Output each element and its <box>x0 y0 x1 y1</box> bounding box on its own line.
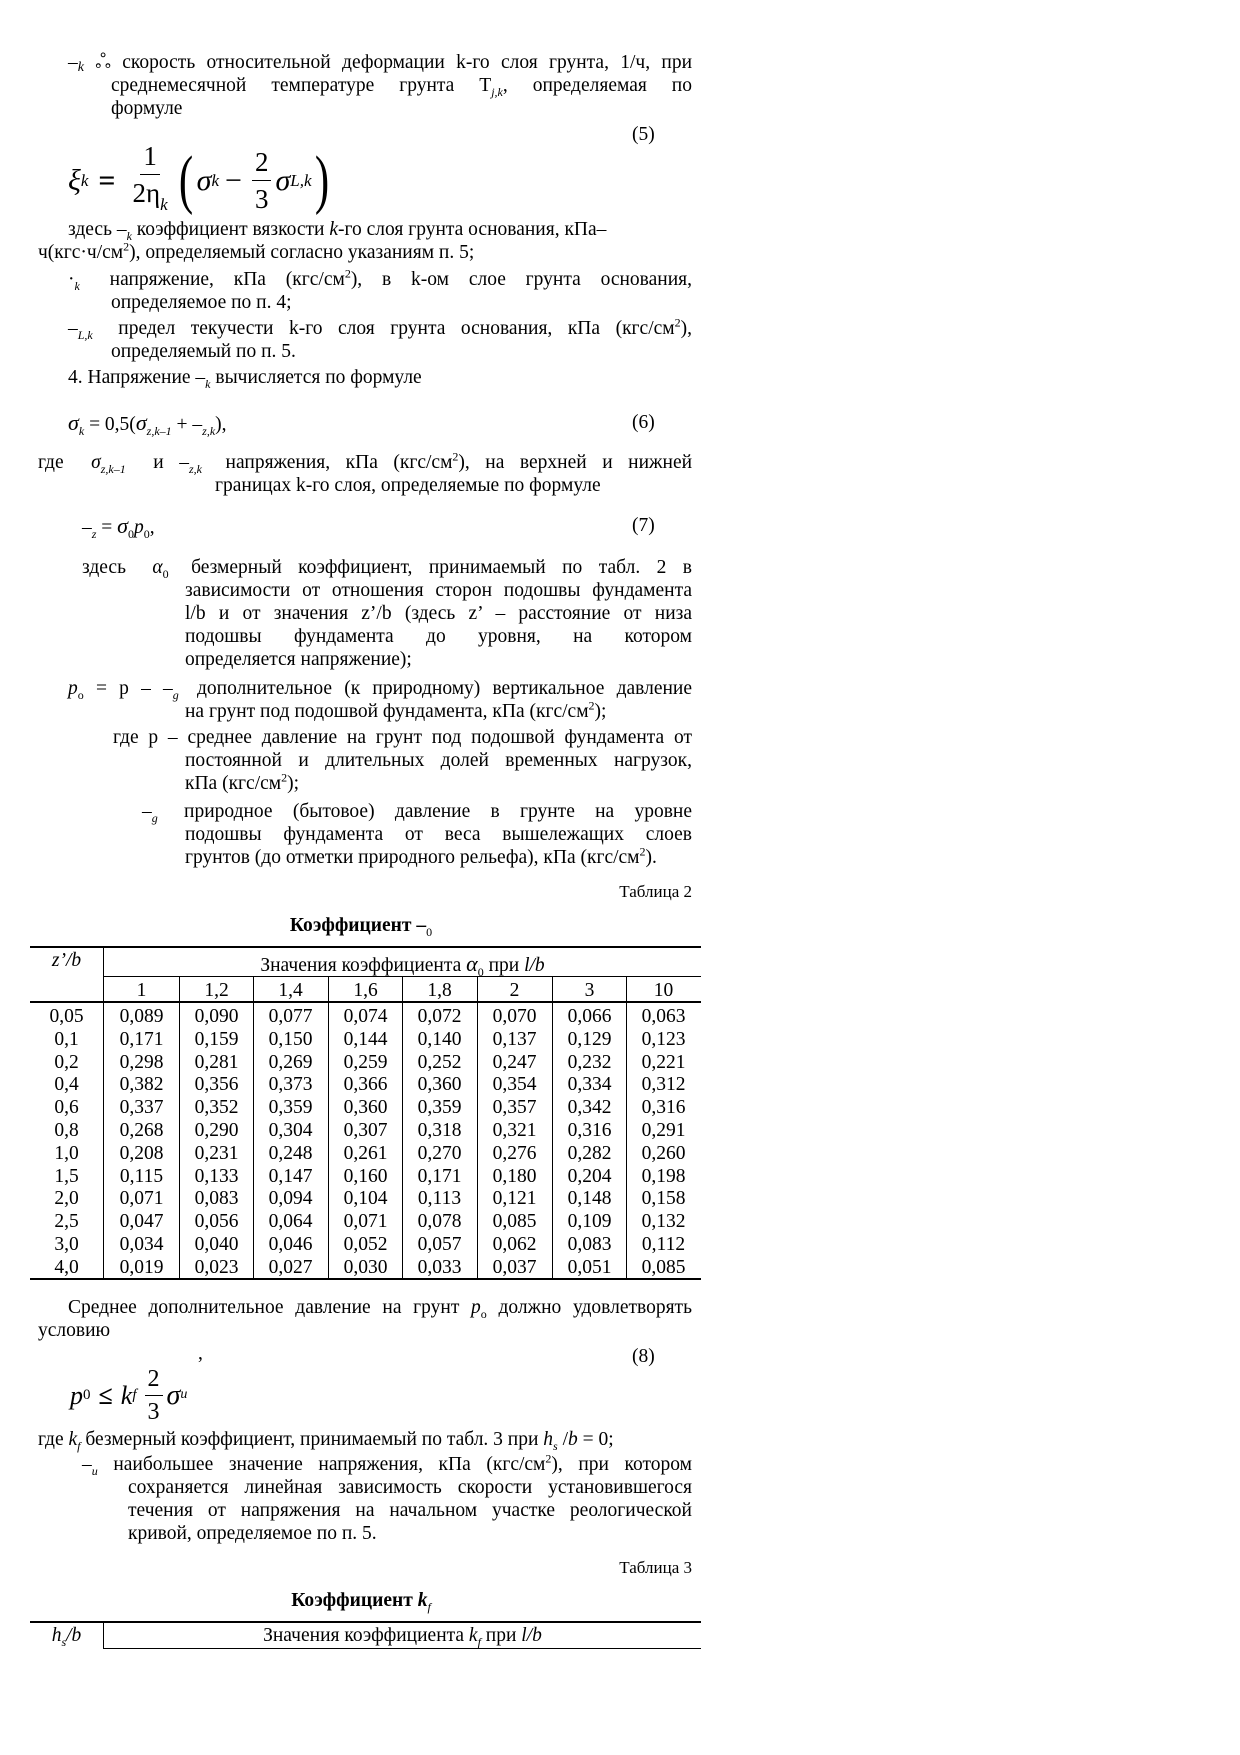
table2-row-header: 3,0 <box>54 1234 79 1255</box>
table2-cell: 0,123 <box>641 1029 686 1050</box>
table2-cell: 0,352 <box>194 1097 239 1118</box>
table2-cell: 0,247 <box>492 1052 537 1073</box>
table2-group-header: Значения коэффициента $\alpha_0$ при l/b <box>260 951 545 979</box>
table2-cell: 0,113 <box>417 1188 462 1209</box>
table2-cell: 0,056 <box>194 1211 239 1232</box>
table2-cell: 0,115 <box>119 1166 164 1187</box>
table2-cell: 0,023 <box>194 1257 239 1278</box>
strain-rate-line1: скорость относительной деформации k-го слоя грунта, 1/ч, при <box>122 52 693 73</box>
para-alpha0-line1: здесь $\alpha_0$ безмерный коэффициент, принимаемый по табл. 2 в <box>82 557 692 581</box>
table2-cell: 0,290 <box>194 1120 239 1141</box>
xi-symbol: –k <box>68 52 84 75</box>
para-sigma-u-line4: кривой, определяемое по п. 5. <box>128 1523 377 1544</box>
table2-cell: 0,150 <box>268 1029 313 1050</box>
table3-col0-header: $h_s/b$ <box>51 1625 82 1649</box>
table2-cell: 0,066 <box>567 1006 612 1027</box>
table2-cell: 0,090 <box>194 1006 239 1027</box>
formula-8: p 0 ≤ k f $\frac{2}{3}$ σ u <box>70 1365 188 1425</box>
table2-cell: 0,342 <box>567 1097 612 1118</box>
table2-cell: 0,269 <box>268 1052 313 1073</box>
table2-cell: 0,208 <box>119 1143 164 1164</box>
eq-number-5: (5) <box>632 124 655 145</box>
table2-cell: 0,083 <box>194 1188 239 1209</box>
table2-cell: 0,366 <box>343 1074 388 1095</box>
table2-cell: 0,261 <box>343 1143 388 1164</box>
table2-col-header: 1,6 <box>353 980 378 1001</box>
para-sigma-g: $-_g$ природное (бытовое) давление в грунте на уровне <box>142 801 692 825</box>
table2-cell: 0,144 <box>343 1029 388 1050</box>
table2-cell: 0,033 <box>417 1257 462 1278</box>
para-p-line2: постоянной и длительных долей временных нагрузок, <box>185 750 692 771</box>
table2-cell: 0,180 <box>492 1166 537 1187</box>
table2-cell: 0,063 <box>641 1006 686 1027</box>
para-alpha0-line3: l/b и от значения z’/b (здесь z’ – расстояние от низа <box>185 603 692 624</box>
table2-top-rule <box>30 946 701 948</box>
table2-row-header: 0,2 <box>54 1052 79 1073</box>
fraction-2-over-3-f8: $\frac{2}{3}$ <box>145 1365 163 1426</box>
table2-cell: 0,046 <box>268 1234 313 1255</box>
table2-row-header: 0,05 <box>49 1006 84 1027</box>
table2-cell: 0,252 <box>417 1052 462 1073</box>
eq-number-6: (6) <box>632 412 655 433</box>
table2-cell: 0,057 <box>417 1234 462 1255</box>
table2-cell: 0,085 <box>641 1257 686 1278</box>
table2-cell: 0,078 <box>417 1211 462 1232</box>
table2-row-header: 0,6 <box>54 1097 79 1118</box>
table2-cell: 0,382 <box>119 1074 164 1095</box>
table2-cell: 0,083 <box>567 1234 612 1255</box>
table2-row-header: 1,5 <box>54 1166 79 1187</box>
fraction-2-over-3: $\frac{2}{3}$ <box>252 146 272 215</box>
table3-top-rule <box>30 1621 701 1623</box>
table2-cell: 0,248 <box>268 1143 313 1164</box>
table2-cell: 0,034 <box>119 1234 164 1255</box>
para-mean-pressure-line2: условию <box>38 1320 111 1341</box>
table2-cell: 0,104 <box>343 1188 388 1209</box>
table2-cell: 0,312 <box>641 1074 686 1095</box>
para-p0-line2: на грунт под подошвой фундамента, кПа $(кгс/см^2)$; <box>185 698 607 722</box>
para-sigma-u: $-_u$ наибольшее значение напряжения, кПа $(кгс/см^2)$, при котором <box>82 1451 693 1478</box>
table2-row-header: 2,0 <box>54 1188 79 1209</box>
table2-cell: 0,089 <box>119 1006 164 1027</box>
table2-row-header: 2,5 <box>54 1211 79 1232</box>
table2-cell: 0,307 <box>343 1120 388 1141</box>
table2-cell: 0,316 <box>567 1120 612 1141</box>
table2-cell: 0,318 <box>417 1120 462 1141</box>
table2-cell: 0,062 <box>492 1234 537 1255</box>
table2-cell: 0,231 <box>194 1143 239 1164</box>
table2-col-header: 10 <box>653 980 674 1001</box>
para-4: 4. Напряжение $-_k$ вычисляется по формуле <box>68 367 422 391</box>
table3-label: Таблица 3 <box>619 1558 692 1577</box>
para-stress-k-line2: определяемое по п. 4; <box>111 292 292 313</box>
table2-cell: 0,232 <box>567 1052 612 1073</box>
para-where-6-line2: границах k-го слоя, определяемые по формуле <box>215 475 601 496</box>
para-p0: $p_o = p - -_g$ дополнительное (к природному) вертикальное давление <box>68 678 693 702</box>
para-sigma-u-line2: сохраняется линейная зависимость скорости установившегося <box>128 1477 692 1498</box>
table2-cell: 0,198 <box>641 1166 686 1187</box>
para-yield-limit-line2: определяемый по п. 5. <box>111 341 296 362</box>
para-sigma-u-line3: течения от напряжения на начальном участке реологической <box>128 1500 692 1521</box>
table2-cell: 0,270 <box>417 1143 462 1164</box>
table2-cell: 0,316 <box>641 1097 686 1118</box>
table2-cell: 0,027 <box>268 1257 313 1278</box>
table2-cell: 0,109 <box>567 1211 612 1232</box>
table2-cell: 0,047 <box>119 1211 164 1232</box>
table2-cell: 0,148 <box>567 1188 612 1209</box>
table2-title: Коэффициент $-_0$ <box>289 915 433 939</box>
para-mean-pressure: Среднее дополнительное давление на грунт $p_o$ должно удовлетворять <box>68 1297 692 1321</box>
table2-cell: 0,074 <box>343 1006 388 1027</box>
table2-cell: 0,072 <box>417 1006 462 1027</box>
table2-label: Таблица 2 <box>619 882 692 901</box>
table2-cell: 0,321 <box>492 1120 537 1141</box>
eq-number-8: (8) <box>632 1346 655 1367</box>
glyph-icon: ஃ <box>95 51 111 73</box>
formula-8-comma: , <box>198 1343 203 1364</box>
para-where-6: где $\sigma_{z,k-1}$ и $-_{z,k}$ напряжения, кПа $(кгс/см^2)$, на верхней и нижней <box>38 449 693 476</box>
table2-cell: 0,064 <box>268 1211 313 1232</box>
table2-cell: 0,159 <box>194 1029 239 1050</box>
table2-cell: 0,360 <box>417 1074 462 1095</box>
table2-col-header: 1,4 <box>278 980 303 1001</box>
para-p-line3: кПа $(кгс/см^2)$; <box>185 770 300 794</box>
table2-cell: 0,259 <box>343 1052 388 1073</box>
table2-row-header: 0,4 <box>54 1074 79 1095</box>
strain-rate-line3: формуле <box>111 98 183 119</box>
para-alpha0-line2: зависимости от отношения сторон подошвы фундамента <box>185 580 692 601</box>
table2-row-header: 1,0 <box>54 1143 79 1164</box>
table2-cell: 0,337 <box>119 1097 164 1118</box>
table2-cell: 0,019 <box>119 1257 164 1278</box>
table2-cell: 0,158 <box>641 1188 686 1209</box>
table2-cell: 0,291 <box>641 1120 686 1141</box>
para-sigma-g-line3: грунтов (до отметки природного рельефа), кПа $(кгс/см^2)$. <box>185 844 657 868</box>
table2-cell: 0,132 <box>641 1211 686 1232</box>
para-sigma-g-line2: подошвы фундамента от веса вышележащих слоев <box>185 824 692 845</box>
table2-row-header: 4,0 <box>54 1257 79 1278</box>
table2-cell: 0,040 <box>194 1234 239 1255</box>
table2-row-header: 0,1 <box>54 1029 79 1050</box>
para-viscosity-line2: $ч(кгс\cdot ч/см^2)$, определяемый согласно указаниям п. 5; <box>38 239 475 263</box>
table2-cell: 0,030 <box>343 1257 388 1278</box>
table2-cell: 0,171 <box>119 1029 164 1050</box>
table2-cell: 0,071 <box>119 1188 164 1209</box>
formula-5: ξ k = $\frac{1}{2\eta_k}$ ( σ k − $\frac{2}{3}$ σ L,k ) <box>68 140 333 220</box>
para-p: где p – среднее давление на грунт под подошвой фундамента от <box>113 727 692 748</box>
para-viscosity-line1: здесь $-_k$ коэффициент вязкости k-го слоя грунта основания, кПа– <box>68 219 607 243</box>
fraction-1-over-2eta: $\frac{1}{2\eta_k}$ <box>132 140 168 214</box>
table2-cell: 0,281 <box>194 1052 239 1073</box>
table2-col-header: 1 <box>136 980 147 1001</box>
table3-group-header: Значения коэффициента $k_f$ при l/b <box>263 1625 542 1649</box>
table2-cell: 0,268 <box>119 1120 164 1141</box>
table2-cell: 0,037 <box>492 1257 537 1278</box>
table2-cell: 0,357 <box>492 1097 537 1118</box>
eq-number-7: (7) <box>632 515 655 536</box>
table2-cell: 0,112 <box>641 1234 686 1255</box>
table2-cell: 0,359 <box>417 1097 462 1118</box>
table2-cell: 0,137 <box>492 1029 537 1050</box>
table2-col-header: 1,2 <box>204 980 229 1001</box>
table2-cell: 0,085 <box>492 1211 537 1232</box>
table2-cell: 0,094 <box>268 1188 313 1209</box>
para-kf: где $k_f$ безмерный коэффициент, принимаемый по табл. 3 при $h_s$ /b = 0; <box>38 1429 614 1453</box>
strain-rate-line2: среднемесячной температуре грунта $T_{j,k}$, определяемая по <box>111 75 692 99</box>
table2-row-header: 0,8 <box>54 1120 79 1141</box>
formula-7: $-_z = \sigma_0p_0$, <box>82 513 155 541</box>
table2-cell: 0,221 <box>641 1052 686 1073</box>
table2-cell: 0,356 <box>194 1074 239 1095</box>
para-alpha0-line5: определяется напряжение); <box>185 649 412 670</box>
table2-cell: 0,354 <box>492 1074 537 1095</box>
table2-cell: 0,298 <box>119 1052 164 1073</box>
table3-subheader-rule <box>104 1648 701 1649</box>
table2-cell: 0,071 <box>343 1211 388 1232</box>
formula-6: $\sigma_k = 0,5(\sigma_{z,k-1} + -_{z,k})$, <box>68 410 227 438</box>
table2-cell: 0,334 <box>567 1074 612 1095</box>
table2-cell: 0,052 <box>343 1234 388 1255</box>
table2-cell: 0,160 <box>343 1166 388 1187</box>
table2-cell: 0,070 <box>492 1006 537 1027</box>
para-alpha0-line4: подошвы фундамента до уровня, на котором <box>185 626 692 647</box>
table2-cell: 0,276 <box>492 1143 537 1164</box>
table2-cell: 0,171 <box>417 1166 462 1187</box>
table2-cell: 0,147 <box>268 1166 313 1187</box>
table2-col0-header: z’/b <box>51 950 82 971</box>
table2-cell: 0,140 <box>417 1029 462 1050</box>
table2-cell: 0,304 <box>268 1120 313 1141</box>
table2-cell: 0,260 <box>641 1143 686 1164</box>
table2-cell: 0,051 <box>567 1257 612 1278</box>
table2-cell: 0,077 <box>268 1006 313 1027</box>
table2-cell: 0,129 <box>567 1029 612 1050</box>
table2-cell: 0,121 <box>492 1188 537 1209</box>
table3-title: Коэффициент $k_f$ <box>291 1590 431 1614</box>
table2-col-header: 2 <box>509 980 520 1001</box>
table2-col-header: 3 <box>584 980 595 1001</box>
table2-cell: 0,204 <box>567 1166 612 1187</box>
table2-cell: 0,360 <box>343 1097 388 1118</box>
table2-cell: 0,282 <box>567 1143 612 1164</box>
table2-col-header: 1,8 <box>427 980 452 1001</box>
table2-cell: 0,373 <box>268 1074 313 1095</box>
table2-cell: 0,359 <box>268 1097 313 1118</box>
table2-cell: 0,133 <box>194 1166 239 1187</box>
para-yield-limit: $-_{L,k}$ предел текучести k-го слоя грунта основания, кПа $(кгс/см^2)$, <box>68 315 692 342</box>
para-stress-k: $\cdot_k$ напряжение, кПа $(кгс/см^2)$, в k-ом слое грунта основания, <box>68 266 692 293</box>
